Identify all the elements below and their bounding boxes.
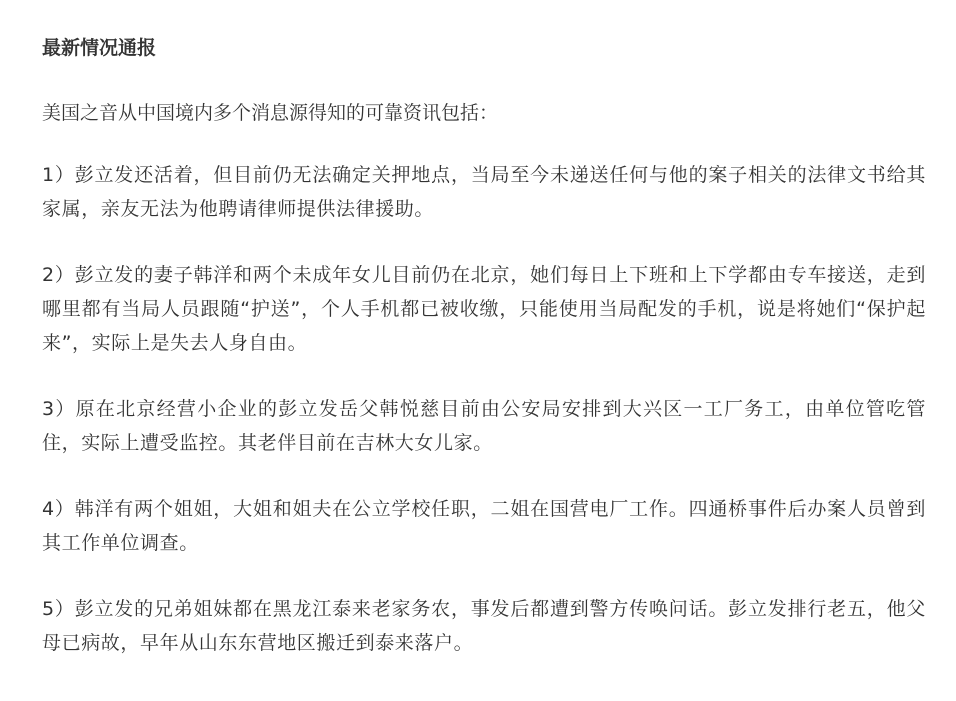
paragraph-5: 5）彭立发的兄弟姐妹都在黑龙江泰来老家务农，事发后都遭到警方传唤问话。彭立发排行老五，他父母已病故，早年从山东东营地区搬迁到泰来落户。 <box>42 598 926 654</box>
paragraph-1: 1）彭立发还活着，但目前仍无法确定关押地点，当局至今未递送任何与他的案子相关的法律文书给其家属，亲友无法为他聘请律师提供法律援助。 <box>42 164 926 220</box>
intro-paragraph: 美国之音从中国境内多个消息源得知的可靠资讯包括： <box>42 102 499 124</box>
paragraph-2: 2）彭立发的妻子韩洋和两个未成年女儿目前仍在北京，她们每日上下班和上下学都由专车接送，走到哪里都有当局人员跟随“护送”，个人手机都已被收缴，只能使用当局配发的手机，说是将她们“保护起来”，实际上是失去人身自由。 <box>42 264 926 354</box>
paragraph-4: 4）韩洋有两个姐姐，大姐和姐夫在公立学校任职，二姐在国营电厂工作。四通桥事件后办案人员曾到其工作单位调查。 <box>42 498 926 554</box>
article-body <box>42 34 926 692</box>
section-heading: 最新情况通报 <box>42 37 157 59</box>
paragraph-3: 3）原在北京经营小企业的彭立发岳父韩悦慈目前由公安局安排到大兴区一工厂务工，由单位管吃管住，实际上遭受监控。其老伴目前在吉林大女儿家。 <box>42 398 926 454</box>
